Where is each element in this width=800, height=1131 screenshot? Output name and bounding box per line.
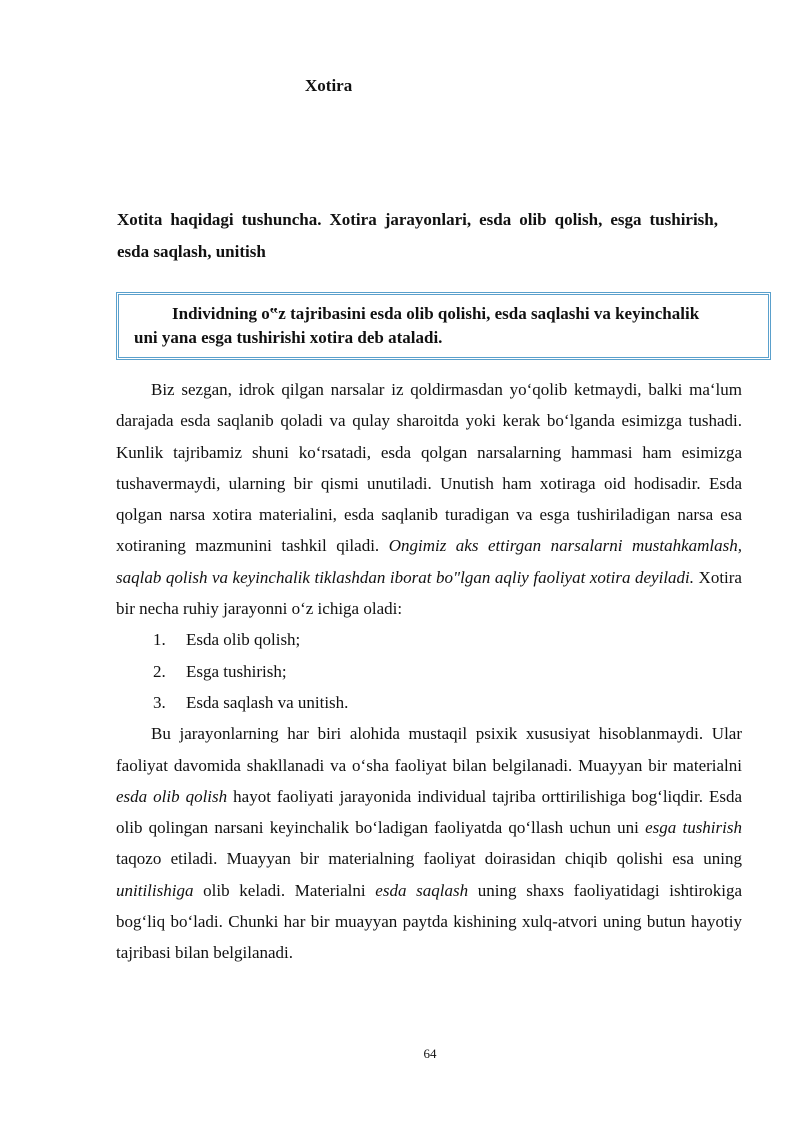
list-item-number: 3.	[153, 692, 166, 712]
list-item	[116, 656, 742, 687]
term-esga-tushirish: esga tushirish	[645, 818, 742, 838]
definition-line-1: Individning o‟z tajribasini esda olib qolishi, esda saqlashi va keyinchalik	[172, 304, 700, 323]
paragraph-intro-tail: Xotira bir necha ruhiy jarayonni o‘z ichiga oladi:	[116, 567, 742, 619]
paragraph-intro-definition: Ongimiz aks ettirgan narsalarni mustahkamlash, saqlab qolish va keyinchalik tiklashdan iborat bo"lgan aqliy faoliyat xotira deyiladi.	[116, 536, 743, 587]
list-item-text: Esga tushirish;	[186, 661, 287, 681]
para2-i: uning shaxs faoliyatidagi ishtirokiga bog‘liq bo‘ladi. Chunki har bir muayyan paytda kishining xulq-atvori uning butun hayotiy tajribasi bilan belgilanadi.	[116, 880, 742, 963]
list-item	[116, 687, 742, 718]
para2-c: hayot faoliyati jarayonida individual tajriba orttirilishiga bog‘liqdir. Esda olib qolingan narsani keyinchalik bo‘ladigan faoliyatda qo‘llash uchun uni	[116, 786, 742, 838]
list-item-number: 2.	[153, 661, 166, 681]
list-item-number: 1.	[153, 630, 166, 650]
body-text	[116, 374, 742, 969]
paragraph-intro-text: Biz sezgan, idrok qilgan narsalar iz qoldirmasdan yo‘qolib ketmaydi, balki ma‘lum darajada esda saqlanib qoladi va qulay sharoitda yoki kerak bo‘lganda esimizga tushadi. Kunlik tajribamiz shuni ko‘rsatadi, esda qolgan narsalarning hammasi ham esimizga tushavermaydi, ularning bir qismi unutiladi. Unutish ham xotiraga oid hodisadir. Esda qolgan narsa xotira materialini, esda saqlanib turadigan va esga tushiriladigan narsa esa xotiraning mazmunini tashkil qiladi.	[116, 380, 742, 556]
term-esda-olib-qolish: esda olib qolish	[116, 786, 228, 806]
process-list	[116, 624, 742, 718]
definition-box	[116, 292, 771, 360]
paragraph-processes	[116, 718, 742, 968]
page-number: 64	[423, 1046, 437, 1061]
paragraph-intro	[116, 374, 742, 624]
term-esda-saqlash: esda saqlash	[375, 880, 469, 900]
definition-text	[134, 302, 759, 350]
list-item	[116, 624, 742, 655]
section-heading: Xotita haqidagi tushuncha. Xotira jarayonlari, esda olib qolish, esga tushirish, esda saqlash, unitish	[117, 210, 718, 261]
para2-a: Bu jarayonlarning har biri alohida mustaqil psixik xususiyat hisoblanmaydi. Ular faoliyat davomida shakllanadi va o‘sha faoliyat bilan belgilanadi. Muayyan bir materialni	[116, 724, 742, 775]
list-item-text: Esda olib qolish;	[186, 630, 301, 650]
term-unitilishiga: unitilishiga	[116, 880, 194, 900]
page-title: Xotira	[305, 76, 353, 95]
para2-g: olib keladi. Materialni	[193, 880, 376, 900]
list-item-text: Esda saqlash va unitish.	[186, 692, 349, 712]
definition-line-2: uni yana esga tushirishi xotira deb ataladi.	[134, 328, 443, 347]
para2-e: taqozo etiladi. Muayyan bir materialning faoliyat doirasidan chiqib qolishi esa uning	[116, 849, 742, 869]
